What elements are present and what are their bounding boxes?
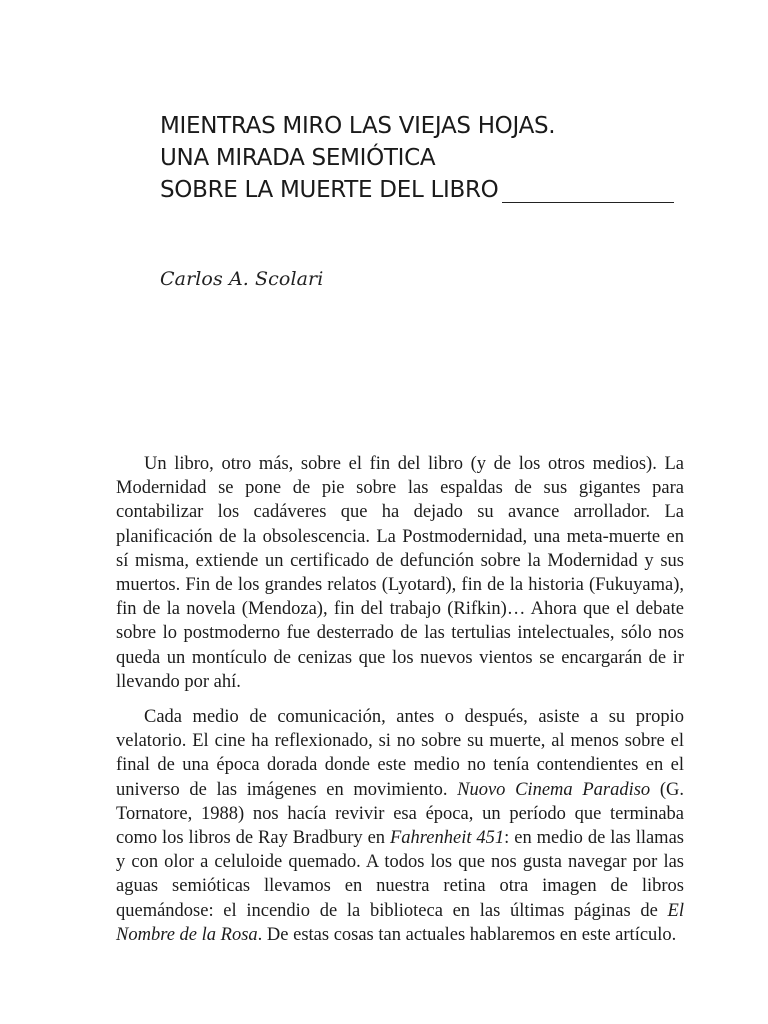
- author-name: Carlos A. Scolari: [160, 268, 324, 290]
- paragraph-2-text-2: (G. Tornatore, 1988) nos hacía revivir esa época, un período que terminaba como los libros de Ray Bradbury en: [116, 779, 684, 849]
- paragraph-2-text-3: : en medio de las llamas y con olor a celuloide quemado. A todos los que nos gusta navegar por las aguas semióticas llevamos en nuestra retina otra imagen de libros quemándose: el incendio de la biblioteca en las últimas páginas de: [116, 828, 684, 921]
- title-line-3: SOBRE LA MUERTE DEL LIBRO: [160, 177, 499, 203]
- title-underline-rule: [502, 202, 674, 203]
- title-line-2: UNA MIRADA SEMIÓTICA: [160, 145, 436, 171]
- film-title-nuovo-cinema-paradiso: Nuovo Cinema Paradiso: [457, 779, 651, 800]
- paragraph-1: Un libro, otro más, sobre el fin del libro (y de los otros medios). La Modernidad se pone de pie sobre las espaldas de sus gigantes para contabilizar los cadáveres que ha dejado su avance arrollador. La planificación de la obsolescencia. La Postmodernidad, una meta-muerte en sí misma, extiende un certificado de defunción sobre la Modernidad y sus muertos. Fin de los grandes relatos (Lyotard), fin de la historia (Fukuyama), fin de la novela (Mendoza), fin del trabajo (Rifkin)… Ahora que el debate sobre lo postmoderno fue desterrado de las tertulias intelectuales, sólo nos queda un montículo de cenizas que los nuevos vientos se encargarán de ir llevando por ahí.: [116, 454, 684, 692]
- paragraph-2: [116, 705, 684, 947]
- article-body: [116, 452, 684, 947]
- title-line-3-row: [160, 174, 700, 206]
- paragraph-2-text-1: Cada medio de comunicación, antes o después, asiste a su propio velatorio. El cine ha reflexionado, si no sobre su muerte, al menos sobre el final de una época dorada donde este medio no tenía contendientes en el universo de las imágenes en movimiento.: [116, 707, 684, 800]
- title-line-1: MIENTRAS MIRO LAS VIEJAS HOJAS.: [160, 113, 556, 139]
- book-title-fahrenheit-451: Fahrenheit 451: [389, 828, 505, 849]
- article-title: [160, 110, 700, 206]
- paragraph-2-text-4: . De estas cosas tan actuales hablaremos en este artículo.: [257, 924, 677, 945]
- book-title-el-nombre-de-la-rosa: El Nombre de la Rosa: [116, 900, 684, 945]
